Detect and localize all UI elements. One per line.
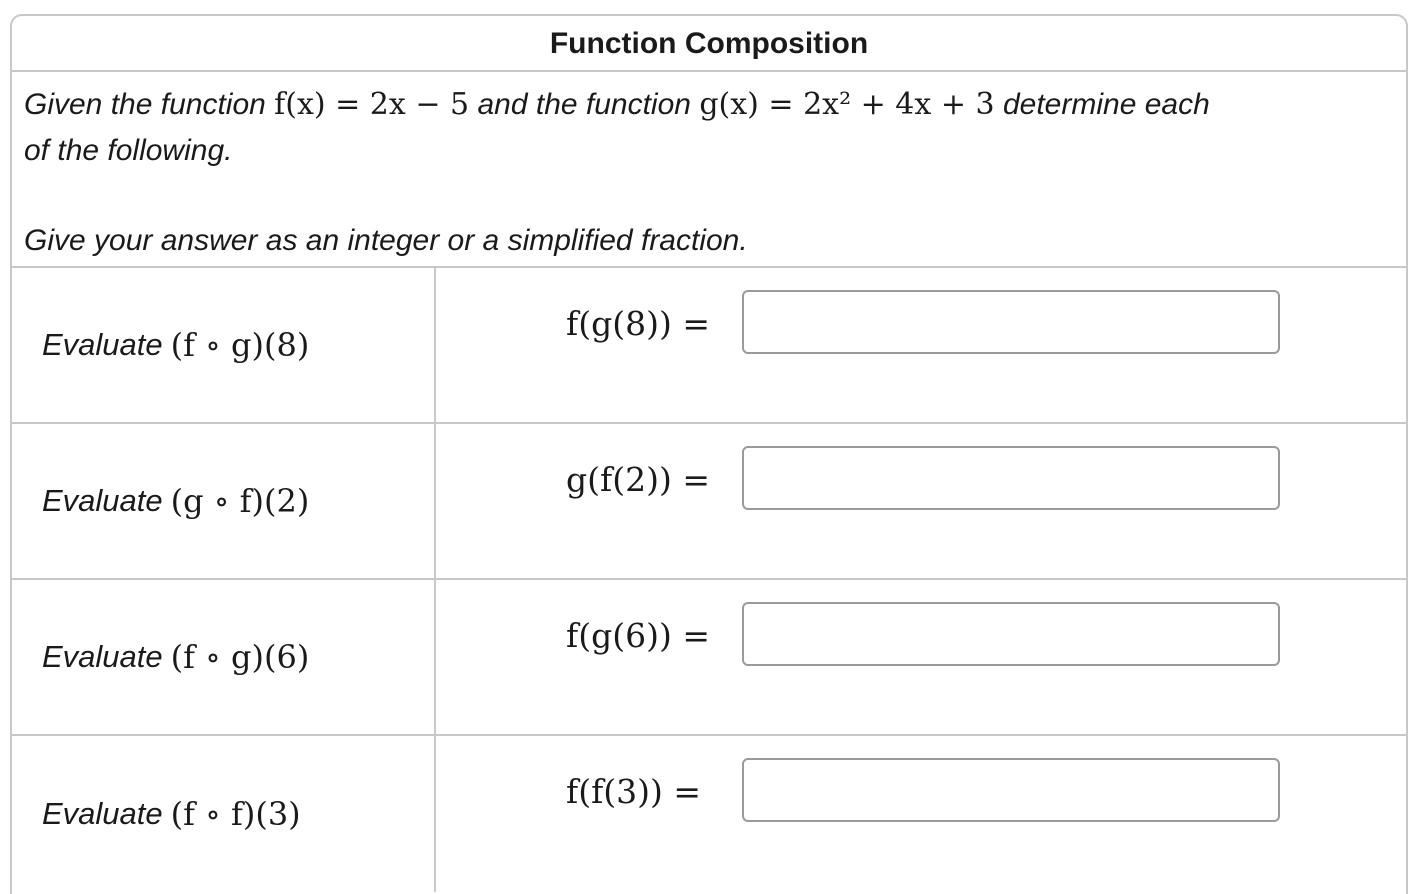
answer-instruction: Give your answer as an integer or a simplified fraction. <box>24 224 748 257</box>
problem-line-1 <box>24 82 1394 128</box>
answer-cell <box>436 736 1406 892</box>
g-definition: g(x) = 2x² + 4x + 3 <box>699 87 995 122</box>
answer-input-2[interactable] <box>742 446 1280 510</box>
question-row-2 <box>12 424 1406 580</box>
question-row-3 <box>12 580 1406 736</box>
given-suffix: determine each <box>1002 88 1210 121</box>
question-prompt <box>12 580 436 734</box>
answer-expression: g(f(2)) = <box>566 460 710 499</box>
answer-expression: f(g(8)) = <box>566 304 710 343</box>
question-row-1 <box>12 268 1406 424</box>
answer-expression: f(g(6)) = <box>566 616 710 655</box>
problem-statement <box>12 72 1406 268</box>
panel-title: Function Composition <box>12 16 1406 72</box>
evaluate-label: Evaluate <box>42 327 163 362</box>
function-composition-panel <box>10 14 1408 894</box>
question-row-4 <box>12 736 1406 892</box>
given-prefix: Given the function <box>24 88 266 121</box>
given-middle: and the function <box>477 88 691 121</box>
composition-expression: (f ∘ g)(6) <box>170 638 310 676</box>
answer-input-1[interactable] <box>742 290 1280 354</box>
question-prompt <box>12 268 436 422</box>
answer-expression: f(f(3)) = <box>566 772 702 811</box>
problem-line-2: of the following. <box>24 134 233 167</box>
composition-expression: (f ∘ g)(8) <box>170 326 310 364</box>
answer-cell <box>436 268 1406 422</box>
evaluate-label: Evaluate <box>42 796 163 831</box>
answer-input-3[interactable] <box>742 602 1280 666</box>
question-prompt <box>12 424 436 578</box>
answer-cell <box>436 580 1406 734</box>
evaluate-label: Evaluate <box>42 639 163 674</box>
composition-expression: (f ∘ f)(3) <box>170 795 301 833</box>
answer-cell <box>436 424 1406 578</box>
answer-input-4[interactable] <box>742 758 1280 822</box>
f-definition: f(x) = 2x − 5 <box>274 87 470 122</box>
question-prompt <box>12 736 436 892</box>
composition-expression: (g ∘ f)(2) <box>170 482 310 520</box>
evaluate-label: Evaluate <box>42 483 163 518</box>
